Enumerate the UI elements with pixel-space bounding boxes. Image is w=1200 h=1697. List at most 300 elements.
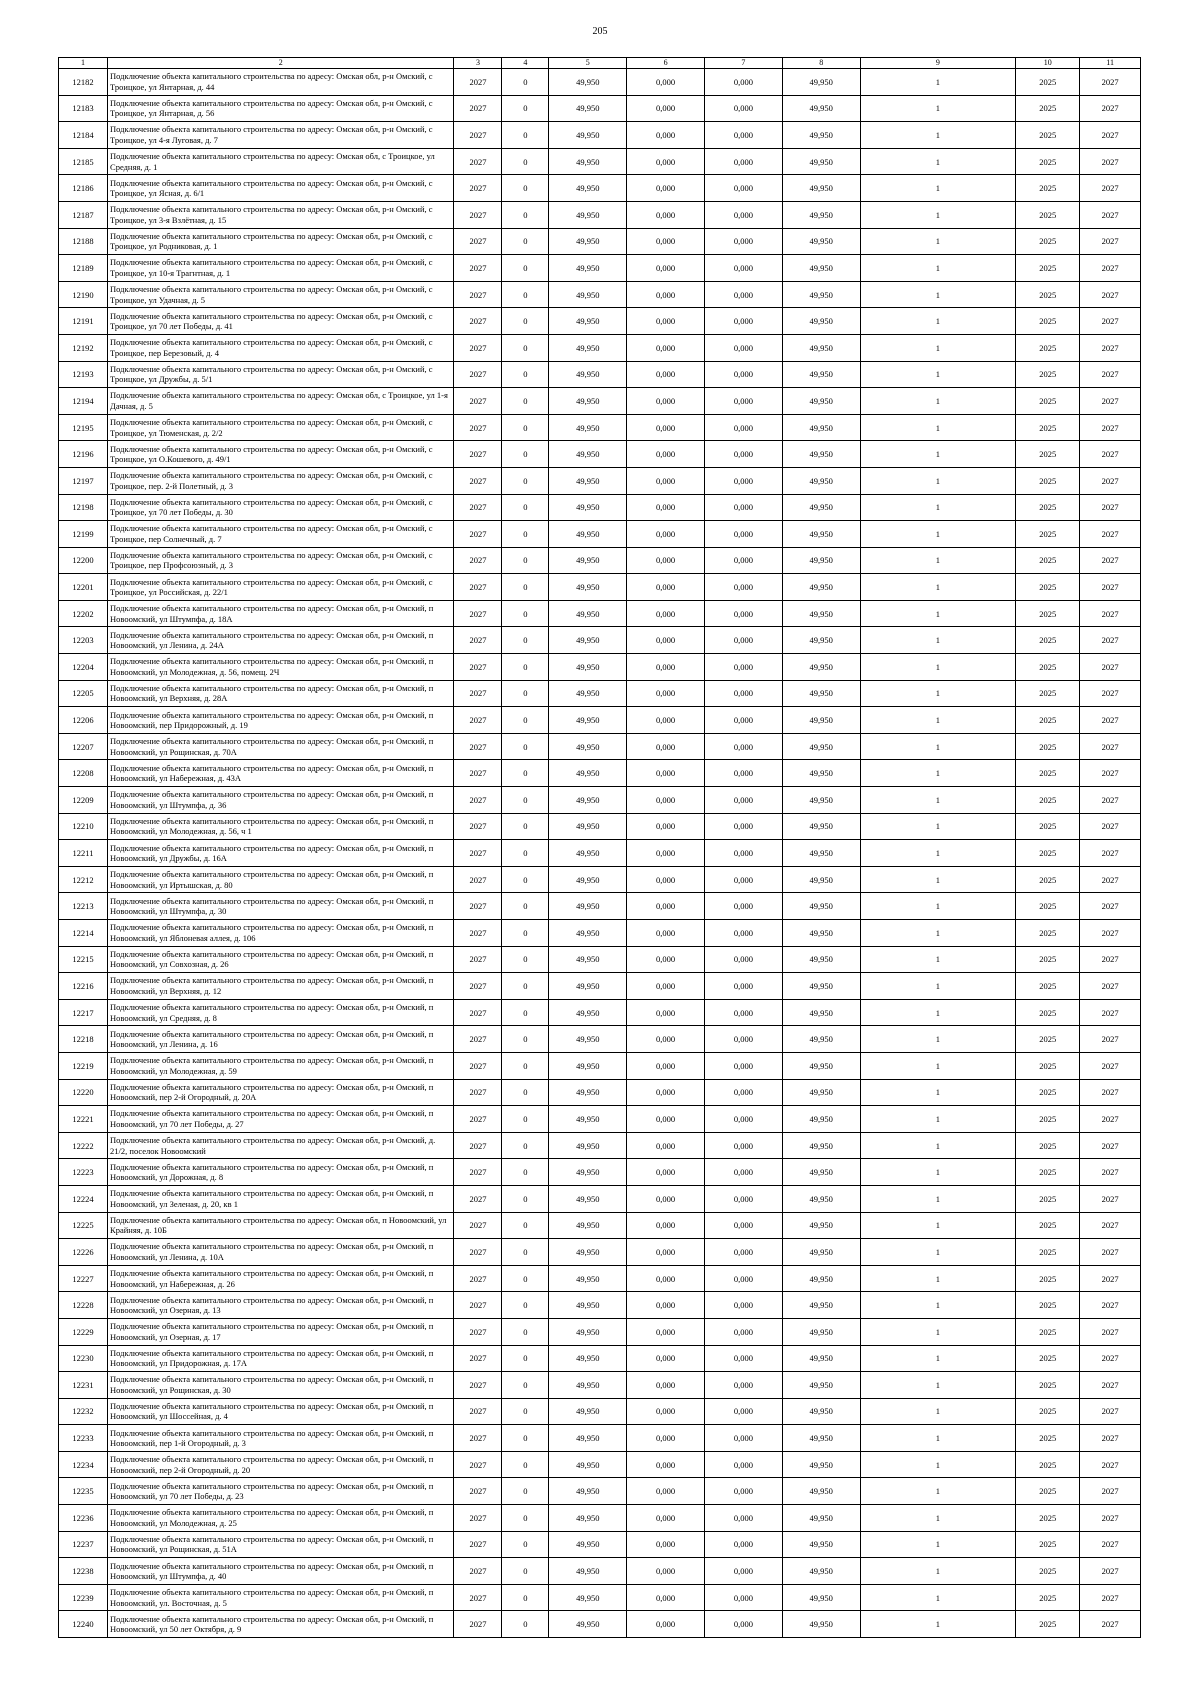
cell-col-9: 1 <box>860 1318 1016 1345</box>
cell-col-10: 2025 <box>1016 1372 1080 1399</box>
table-row <box>59 707 1141 734</box>
cell-col-10: 2025 <box>1016 122 1080 149</box>
cell-col-11: 2027 <box>1080 1345 1141 1372</box>
cell-col-9: 1 <box>860 467 1016 494</box>
cell-col-3: 2027 <box>454 228 502 255</box>
row-number: 12229 <box>59 1318 108 1345</box>
table-row <box>59 1318 1141 1345</box>
cell-col-11: 2027 <box>1080 866 1141 893</box>
cell-col-8: 49,950 <box>782 1292 860 1319</box>
row-number: 12189 <box>59 255 108 282</box>
cell-col-7: 0,000 <box>704 866 782 893</box>
cell-col-4: 0 <box>502 680 549 707</box>
object-description: Подключение объекта капитального строительства по адресу: Омская обл, р-н Омский, п Новоомский, ул Молодежная, д. 56, ч 1 <box>108 813 454 840</box>
cell-col-9: 1 <box>860 1265 1016 1292</box>
cell-col-9: 1 <box>860 574 1016 601</box>
row-number: 12235 <box>59 1478 108 1505</box>
row-number: 12194 <box>59 388 108 415</box>
row-number: 12196 <box>59 441 108 468</box>
cell-col-6: 0,000 <box>627 281 705 308</box>
table-row <box>59 1451 1141 1478</box>
table-row <box>59 1212 1141 1239</box>
cell-col-9: 1 <box>860 255 1016 282</box>
row-number: 12199 <box>59 521 108 548</box>
cell-col-3: 2027 <box>454 654 502 681</box>
object-description: Подключение объекта капитального строительства по адресу: Омская обл, р-н Омский, п Новоомский, ул Молодежная, д. 25 <box>108 1505 454 1532</box>
cell-col-6: 0,000 <box>627 175 705 202</box>
cell-col-4: 0 <box>502 1451 549 1478</box>
cell-col-10: 2025 <box>1016 1052 1080 1079</box>
cell-col-9: 1 <box>860 201 1016 228</box>
cell-col-10: 2025 <box>1016 255 1080 282</box>
cell-col-8: 49,950 <box>782 1079 860 1106</box>
cell-col-5: 49,950 <box>549 1106 627 1133</box>
cell-col-10: 2025 <box>1016 1292 1080 1319</box>
cell-col-3: 2027 <box>454 1478 502 1505</box>
cell-col-7: 0,000 <box>704 627 782 654</box>
cell-col-8: 49,950 <box>782 1106 860 1133</box>
cell-col-4: 0 <box>502 1478 549 1505</box>
table-row <box>59 1185 1141 1212</box>
row-number: 12187 <box>59 201 108 228</box>
row-number: 12207 <box>59 733 108 760</box>
row-number: 12209 <box>59 787 108 814</box>
cell-col-10: 2025 <box>1016 1451 1080 1478</box>
cell-col-6: 0,000 <box>627 1531 705 1558</box>
cell-col-3: 2027 <box>454 1531 502 1558</box>
cell-col-9: 1 <box>860 1558 1016 1585</box>
cell-col-9: 1 <box>860 281 1016 308</box>
cell-col-6: 0,000 <box>627 1026 705 1053</box>
cell-col-3: 2027 <box>454 281 502 308</box>
cell-col-8: 49,950 <box>782 1531 860 1558</box>
cell-col-7: 0,000 <box>704 733 782 760</box>
cell-col-3: 2027 <box>454 973 502 1000</box>
object-description: Подключение объекта капитального строительства по адресу: Омская обл, р-н Омский, с Троицкое, пер. 2-й Полетный, д. 3 <box>108 467 454 494</box>
row-number: 12230 <box>59 1345 108 1372</box>
cell-col-3: 2027 <box>454 1185 502 1212</box>
cell-col-6: 0,000 <box>627 680 705 707</box>
cell-col-6: 0,000 <box>627 973 705 1000</box>
object-description: Подключение объекта капитального строительства по адресу: Омская обл, р-н Омский, п Новоомский, ул Озерная, д. 17 <box>108 1318 454 1345</box>
cell-col-7: 0,000 <box>704 1079 782 1106</box>
object-description: Подключение объекта капитального строительства по адресу: Омская обл, р-н Омский, п Новоомский, ул Рощинская, д. 51А <box>108 1531 454 1558</box>
table-row <box>59 1159 1141 1186</box>
cell-col-3: 2027 <box>454 1451 502 1478</box>
cell-col-7: 0,000 <box>704 1212 782 1239</box>
cell-col-4: 0 <box>502 1292 549 1319</box>
cell-col-10: 2025 <box>1016 1239 1080 1266</box>
cell-col-8: 49,950 <box>782 361 860 388</box>
cell-col-6: 0,000 <box>627 201 705 228</box>
cell-col-9: 1 <box>860 1398 1016 1425</box>
cell-col-8: 49,950 <box>782 840 860 867</box>
cell-col-7: 0,000 <box>704 1611 782 1638</box>
object-description: Подключение объекта капитального строительства по адресу: Омская обл, р-н Омский, п Новоомский, ул Ленина, д. 16 <box>108 1026 454 1053</box>
cell-col-7: 0,000 <box>704 1265 782 1292</box>
table-row <box>59 414 1141 441</box>
cell-col-10: 2025 <box>1016 1212 1080 1239</box>
cell-col-7: 0,000 <box>704 760 782 787</box>
row-number: 12239 <box>59 1584 108 1611</box>
cell-col-6: 0,000 <box>627 1318 705 1345</box>
cell-col-4: 0 <box>502 122 549 149</box>
cell-col-8: 49,950 <box>782 1159 860 1186</box>
cell-col-7: 0,000 <box>704 973 782 1000</box>
cell-col-10: 2025 <box>1016 494 1080 521</box>
cell-col-11: 2027 <box>1080 733 1141 760</box>
cell-col-7: 0,000 <box>704 255 782 282</box>
cell-col-5: 49,950 <box>549 1531 627 1558</box>
cell-col-7: 0,000 <box>704 414 782 441</box>
cell-col-10: 2025 <box>1016 627 1080 654</box>
cell-col-9: 1 <box>860 175 1016 202</box>
cell-col-9: 1 <box>860 1132 1016 1159</box>
cell-col-9: 1 <box>860 334 1016 361</box>
cell-col-10: 2025 <box>1016 654 1080 681</box>
row-number: 12205 <box>59 680 108 707</box>
row-number: 12240 <box>59 1611 108 1638</box>
cell-col-3: 2027 <box>454 1292 502 1319</box>
cell-col-7: 0,000 <box>704 1531 782 1558</box>
cell-col-3: 2027 <box>454 69 502 96</box>
cell-col-5: 49,950 <box>549 787 627 814</box>
object-description: Подключение объекта капитального строительства по адресу: Омская обл, р-н Омский, п Новоомский, ул Рощинская, д. 30 <box>108 1372 454 1399</box>
cell-col-7: 0,000 <box>704 1398 782 1425</box>
cell-col-8: 49,950 <box>782 494 860 521</box>
cell-col-11: 2027 <box>1080 175 1141 202</box>
table-row <box>59 813 1141 840</box>
cell-col-6: 0,000 <box>627 547 705 574</box>
object-description: Подключение объекта капитального строительства по адресу: Омская обл, р-н Омский, п Новоомский, ул Верхняя, д. 28А <box>108 680 454 707</box>
row-number: 12214 <box>59 920 108 947</box>
table-row <box>59 1106 1141 1133</box>
cell-col-10: 2025 <box>1016 999 1080 1026</box>
cell-col-9: 1 <box>860 973 1016 1000</box>
row-number: 12183 <box>59 95 108 122</box>
cell-col-8: 49,950 <box>782 920 860 947</box>
cell-col-8: 49,950 <box>782 228 860 255</box>
row-number: 12222 <box>59 1132 108 1159</box>
cell-col-7: 0,000 <box>704 840 782 867</box>
cell-col-5: 49,950 <box>549 1212 627 1239</box>
cell-col-4: 0 <box>502 1079 549 1106</box>
table-row <box>59 308 1141 335</box>
cell-col-11: 2027 <box>1080 414 1141 441</box>
cell-col-6: 0,000 <box>627 1185 705 1212</box>
cell-col-5: 49,950 <box>549 600 627 627</box>
cell-col-5: 49,950 <box>549 973 627 1000</box>
cell-col-4: 0 <box>502 148 549 175</box>
cell-col-6: 0,000 <box>627 1265 705 1292</box>
cell-col-5: 49,950 <box>549 1239 627 1266</box>
cell-col-4: 0 <box>502 1052 549 1079</box>
row-number: 12233 <box>59 1425 108 1452</box>
column-header-1: 1 <box>59 58 108 69</box>
object-description: Подключение объекта капитального строительства по адресу: Омская обл, р-н Омский, п Новоомский, ул Штумпфа, д. 18А <box>108 600 454 627</box>
row-number: 12224 <box>59 1185 108 1212</box>
cell-col-9: 1 <box>860 228 1016 255</box>
object-description: Подключение объекта капитального строительства по адресу: Омская обл, р-н Омский, п Новоомский, ул Штумпфа, д. 40 <box>108 1558 454 1585</box>
cell-col-7: 0,000 <box>704 69 782 96</box>
cell-col-9: 1 <box>860 1425 1016 1452</box>
cell-col-5: 49,950 <box>549 547 627 574</box>
cell-col-9: 1 <box>860 1212 1016 1239</box>
cell-col-3: 2027 <box>454 1132 502 1159</box>
cell-col-9: 1 <box>860 866 1016 893</box>
cell-col-5: 49,950 <box>549 627 627 654</box>
table-row <box>59 334 1141 361</box>
cell-col-3: 2027 <box>454 521 502 548</box>
table-row <box>59 1531 1141 1558</box>
cell-col-8: 49,950 <box>782 388 860 415</box>
cell-col-5: 49,950 <box>549 680 627 707</box>
object-description: Подключение объекта капитального строительства по адресу: Омская обл, р-н Омский, п Новоомский, ул Совхозная, д. 26 <box>108 946 454 973</box>
cell-col-10: 2025 <box>1016 920 1080 947</box>
cell-col-10: 2025 <box>1016 893 1080 920</box>
cell-col-10: 2025 <box>1016 95 1080 122</box>
cell-col-3: 2027 <box>454 1318 502 1345</box>
cell-col-3: 2027 <box>454 840 502 867</box>
table-row <box>59 1584 1141 1611</box>
cell-col-11: 2027 <box>1080 1159 1141 1186</box>
cell-col-10: 2025 <box>1016 1318 1080 1345</box>
cell-col-3: 2027 <box>454 1106 502 1133</box>
object-description: Подключение объекта капитального строительства по адресу: Омская обл, р-н Омский, п Новоомский, ул Набережная, д. 43А <box>108 760 454 787</box>
cell-col-8: 49,950 <box>782 999 860 1026</box>
cell-col-4: 0 <box>502 973 549 1000</box>
cell-col-4: 0 <box>502 627 549 654</box>
table-row <box>59 228 1141 255</box>
cell-col-8: 49,950 <box>782 1026 860 1053</box>
cell-col-7: 0,000 <box>704 1106 782 1133</box>
cell-col-11: 2027 <box>1080 999 1141 1026</box>
cell-col-7: 0,000 <box>704 1584 782 1611</box>
object-description: Подключение объекта капитального строительства по адресу: Омская обл, р-н Омский, п Новоомский, пер Придорожный, д. 19 <box>108 707 454 734</box>
object-description: Подключение объекта капитального строительства по адресу: Омская обл, р-н Омский, с Троицкое, ул 4-я Луговая, д. 7 <box>108 122 454 149</box>
cell-col-6: 0,000 <box>627 1611 705 1638</box>
cell-col-3: 2027 <box>454 441 502 468</box>
cell-col-11: 2027 <box>1080 920 1141 947</box>
cell-col-5: 49,950 <box>549 840 627 867</box>
object-description: Подключение объекта капитального строительства по адресу: Омская обл, р-н Омский, п Новоомский, ул Шоссейная, д. 4 <box>108 1398 454 1425</box>
cell-col-4: 0 <box>502 1239 549 1266</box>
cell-col-11: 2027 <box>1080 281 1141 308</box>
cell-col-7: 0,000 <box>704 1292 782 1319</box>
data-table <box>58 57 1141 1638</box>
cell-col-7: 0,000 <box>704 787 782 814</box>
object-description: Подключение объекта капитального строительства по адресу: Омская обл, р-н Омский, п Новоомский, пер 2-й Огородный, д. 20А <box>108 1079 454 1106</box>
object-description: Подключение объекта капитального строительства по адресу: Омская обл, р-н Омский, с Троицкое, пер Солнечный, д. 7 <box>108 521 454 548</box>
cell-col-9: 1 <box>860 680 1016 707</box>
cell-col-6: 0,000 <box>627 1239 705 1266</box>
cell-col-4: 0 <box>502 1558 549 1585</box>
cell-col-9: 1 <box>860 122 1016 149</box>
cell-col-8: 49,950 <box>782 1318 860 1345</box>
object-description: Подключение объекта капитального строительства по адресу: Омская обл, р-н Омский, п Новоомский, пер 1-й Огородный, д. 3 <box>108 1425 454 1452</box>
cell-col-6: 0,000 <box>627 1212 705 1239</box>
table-row <box>59 467 1141 494</box>
cell-col-5: 49,950 <box>549 441 627 468</box>
cell-col-8: 49,950 <box>782 1265 860 1292</box>
cell-col-10: 2025 <box>1016 441 1080 468</box>
cell-col-9: 1 <box>860 707 1016 734</box>
cell-col-3: 2027 <box>454 920 502 947</box>
cell-col-11: 2027 <box>1080 521 1141 548</box>
cell-col-9: 1 <box>860 1292 1016 1319</box>
object-description: Подключение объекта капитального строительства по адресу: Омская обл, р-н Омский, с Троицкое, ул Янтарная, д. 56 <box>108 95 454 122</box>
cell-col-6: 0,000 <box>627 787 705 814</box>
cell-col-5: 49,950 <box>549 1185 627 1212</box>
object-description: Подключение объекта капитального строительства по адресу: Омская обл, р-н Омский, п Новоомский, ул Ленина, д. 24А <box>108 627 454 654</box>
row-number: 12206 <box>59 707 108 734</box>
cell-col-5: 49,950 <box>549 1318 627 1345</box>
cell-col-11: 2027 <box>1080 361 1141 388</box>
cell-col-7: 0,000 <box>704 707 782 734</box>
cell-col-4: 0 <box>502 733 549 760</box>
cell-col-8: 49,950 <box>782 760 860 787</box>
cell-col-5: 49,950 <box>549 1478 627 1505</box>
cell-col-4: 0 <box>502 388 549 415</box>
column-header-10: 10 <box>1016 58 1080 69</box>
cell-col-7: 0,000 <box>704 946 782 973</box>
cell-col-11: 2027 <box>1080 707 1141 734</box>
object-description: Подключение объекта капитального строительства по адресу: Омская обл, р-н Омский, п Новоомский, ул. Восточная, д. 5 <box>108 1584 454 1611</box>
object-description: Подключение объекта капитального строительства по адресу: Омская обл, р-н Омский, с Троицкое, ул Дружбы, д. 5/1 <box>108 361 454 388</box>
cell-col-11: 2027 <box>1080 69 1141 96</box>
column-header-8: 8 <box>782 58 860 69</box>
cell-col-8: 49,950 <box>782 574 860 601</box>
cell-col-7: 0,000 <box>704 1132 782 1159</box>
cell-col-5: 49,950 <box>549 760 627 787</box>
cell-col-4: 0 <box>502 999 549 1026</box>
table-row <box>59 920 1141 947</box>
cell-col-10: 2025 <box>1016 787 1080 814</box>
object-description: Подключение объекта капитального строительства по адресу: Омская обл, р-н Омский, п Новоомский, ул Дружбы, д. 16А <box>108 840 454 867</box>
cell-col-11: 2027 <box>1080 973 1141 1000</box>
cell-col-9: 1 <box>860 600 1016 627</box>
cell-col-9: 1 <box>860 1531 1016 1558</box>
table-row <box>59 1079 1141 1106</box>
table-body <box>59 69 1141 1638</box>
table-row <box>59 1425 1141 1452</box>
cell-col-9: 1 <box>860 1345 1016 1372</box>
cell-col-11: 2027 <box>1080 1531 1141 1558</box>
cell-col-6: 0,000 <box>627 69 705 96</box>
cell-col-7: 0,000 <box>704 999 782 1026</box>
cell-col-6: 0,000 <box>627 946 705 973</box>
cell-col-11: 2027 <box>1080 1106 1141 1133</box>
row-number: 12203 <box>59 627 108 654</box>
cell-col-5: 49,950 <box>549 521 627 548</box>
table-row <box>59 999 1141 1026</box>
row-number: 12201 <box>59 574 108 601</box>
cell-col-8: 49,950 <box>782 654 860 681</box>
cell-col-5: 49,950 <box>549 1132 627 1159</box>
cell-col-6: 0,000 <box>627 255 705 282</box>
cell-col-4: 0 <box>502 1531 549 1558</box>
cell-col-8: 49,950 <box>782 1611 860 1638</box>
cell-col-9: 1 <box>860 308 1016 335</box>
cell-col-10: 2025 <box>1016 1584 1080 1611</box>
cell-col-5: 49,950 <box>549 574 627 601</box>
object-description: Подключение объекта капитального строительства по адресу: Омская обл, р-н Омский, п Новоомский, ул Дорожная, д. 8 <box>108 1159 454 1186</box>
cell-col-5: 49,950 <box>549 866 627 893</box>
cell-col-3: 2027 <box>454 893 502 920</box>
cell-col-10: 2025 <box>1016 1132 1080 1159</box>
cell-col-9: 1 <box>860 813 1016 840</box>
table-row <box>59 654 1141 681</box>
table-row <box>59 69 1141 96</box>
object-description: Подключение объекта капитального строительства по адресу: Омская обл, р-н Омский, п Новоомский, ул Штумпфа, д. 30 <box>108 893 454 920</box>
cell-col-7: 0,000 <box>704 1159 782 1186</box>
cell-col-9: 1 <box>860 627 1016 654</box>
cell-col-5: 49,950 <box>549 175 627 202</box>
cell-col-8: 49,950 <box>782 946 860 973</box>
cell-col-8: 49,950 <box>782 707 860 734</box>
cell-col-10: 2025 <box>1016 308 1080 335</box>
cell-col-6: 0,000 <box>627 95 705 122</box>
cell-col-10: 2025 <box>1016 1185 1080 1212</box>
cell-col-11: 2027 <box>1080 1052 1141 1079</box>
cell-col-6: 0,000 <box>627 1372 705 1399</box>
object-description: Подключение объекта капитального строительства по адресу: Омская обл, р-н Омский, п Новоомский, ул 70 лет Победы, д. 23 <box>108 1478 454 1505</box>
cell-col-11: 2027 <box>1080 1584 1141 1611</box>
cell-col-11: 2027 <box>1080 1239 1141 1266</box>
cell-col-11: 2027 <box>1080 255 1141 282</box>
cell-col-11: 2027 <box>1080 228 1141 255</box>
cell-col-9: 1 <box>860 1159 1016 1186</box>
row-number: 12182 <box>59 69 108 96</box>
row-number: 12200 <box>59 547 108 574</box>
object-description: Подключение объекта капитального строительства по адресу: Омская обл, р-н Омский, п Новоомский, ул Яблоневая аллея, д. 106 <box>108 920 454 947</box>
row-number: 12185 <box>59 148 108 175</box>
cell-col-3: 2027 <box>454 148 502 175</box>
cell-col-4: 0 <box>502 1611 549 1638</box>
table-row <box>59 1052 1141 1079</box>
cell-col-3: 2027 <box>454 122 502 149</box>
object-description: Подключение объекта капитального строительства по адресу: Омская обл, п Новоомский, ул Крайняя, д. 10Б <box>108 1212 454 1239</box>
cell-col-10: 2025 <box>1016 1345 1080 1372</box>
table-row <box>59 175 1141 202</box>
cell-col-8: 49,950 <box>782 281 860 308</box>
table-row <box>59 760 1141 787</box>
cell-col-5: 49,950 <box>549 999 627 1026</box>
cell-col-8: 49,950 <box>782 255 860 282</box>
cell-col-7: 0,000 <box>704 920 782 947</box>
header-row <box>59 58 1141 69</box>
cell-col-11: 2027 <box>1080 1451 1141 1478</box>
table-row <box>59 201 1141 228</box>
object-description: Подключение объекта капитального строительства по адресу: Омская обл, р-н Омский, с Троицкое, ул О.Кошевого, д. 49/1 <box>108 441 454 468</box>
object-description: Подключение объекта капитального строительства по адресу: Омская обл, р-н Омский, с Троицкое, ул 70 лет Победы, д. 30 <box>108 494 454 521</box>
cell-col-4: 0 <box>502 361 549 388</box>
cell-col-3: 2027 <box>454 1212 502 1239</box>
object-description: Подключение объекта капитального строительства по адресу: Омская обл, р-н Омский, с Троицкое, ул 70 лет Победы, д. 41 <box>108 308 454 335</box>
cell-col-5: 49,950 <box>549 1584 627 1611</box>
cell-col-3: 2027 <box>454 1239 502 1266</box>
cell-col-11: 2027 <box>1080 467 1141 494</box>
table-row <box>59 494 1141 521</box>
cell-col-3: 2027 <box>454 175 502 202</box>
cell-col-11: 2027 <box>1080 1398 1141 1425</box>
cell-col-4: 0 <box>502 201 549 228</box>
cell-col-9: 1 <box>860 494 1016 521</box>
cell-col-5: 49,950 <box>549 1425 627 1452</box>
cell-col-10: 2025 <box>1016 281 1080 308</box>
cell-col-4: 0 <box>502 946 549 973</box>
cell-col-7: 0,000 <box>704 521 782 548</box>
